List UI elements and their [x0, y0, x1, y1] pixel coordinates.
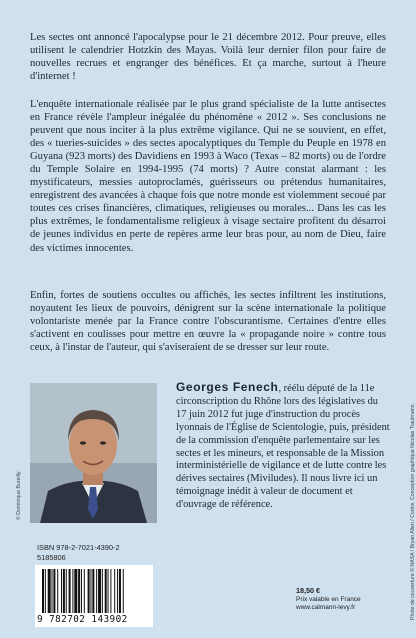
publisher-website: www.calmann-levy.fr — [296, 604, 356, 612]
cover-credit: Photo de couverture © NASA / Bryan Allen / Corbis. Conception graphique Nicolas Trautmann. — [410, 403, 416, 620]
investigation-paragraph: L'enquête internationale réalisée par le plus grand spécialiste de la lutte antisectes en France révèle l'ampleur inégalée du phénomène « 2012 ». Ses conclusions ne peuvent que nous inciter à la plus extrême vigilance. Qui ne se souvient, en effet, des « tueries-suicides » des sectes apocalyptiques du Temple du Peuple en 1978 en Guyana (923 morts) des Davidiens en 1993 à Waco (Texas – 82 morts) ou de l'ordre du Temple Solaire en 1994-1995 (74 morts) ? Autre constat alarmant : les mystificateurs, messies autoproclamés, guérisseurs ou prétendus humanitaires, enregistrent des avancées à chaque fois que notre monde est violemment secoué par toutes ces crises financières, climatiques, religieuses ou morales... Dans les cas les plus extrêmes, le fondamentalisme religieux à visage sectaire profitent du désarroi de jeunes individus en perte de repères arme leur bras pour, au nom de Dieu, faire des victimes innocentes. — [30, 99, 386, 254]
author-bio — [176, 381, 390, 512]
barcode-digits: 9 782702 143902 — [37, 614, 128, 625]
price-note: Prix valable en France — [296, 595, 361, 603]
price-info — [296, 587, 361, 613]
price: 18,50 € — [296, 586, 320, 595]
author-bio-text: , réélu député de la 11e circonscription du Rhône lors des législatives du 17 juin 2012 fut juge d'instruction du procès lyonnais de l'Église de Scientologie, puis, président de la commission d'enquête parlementaire sur les sectes et les mineurs, et responsable de la Mission interministérielle de vigilance et de lutte contre les dérives sectaires (Miviludes). Il nous livre ici un témoignage inédit à valeur de document et d'ouvrage de référence. — [176, 383, 390, 511]
conclusion-paragraph: Enfin, fortes de soutiens occultes ou affichés, les sectes infiltrent les institutions, noyautent les lieux de pouvoirs, dénigrent sur la scène internationale la politique volontariste menée par la France contre l'obscurantisme. Certaines d'entre elles s'activent en coulisses pour mettre en œuvre la « propagande noire » contre tous ceux, à l'instar de l'auteur, qui s'aviseraient de se dresser sur leur route. — [30, 290, 386, 354]
author-name: Georges Fenech — [176, 380, 279, 394]
isbn-info — [37, 543, 120, 562]
photo-credit: © Dominique Bureilly — [16, 471, 22, 520]
product-code: 5185806 — [37, 552, 66, 562]
barcode-icon — [41, 569, 147, 613]
author-portrait-icon — [30, 383, 157, 523]
author-photo — [30, 383, 157, 523]
intro-paragraph: Les sectes ont annoncé l'apocalypse pour le 21 décembre 2012. Pour preuve, elles utilisent le calendrier Hotzkin des Mayas. Voilà leur dernier filon pour faire de nouvelles recrues et engranger des bénéfices. Et ça marche, surtout à l'heure d'internet ! — [30, 32, 386, 83]
isbn-number: ISBN 978-2-7021-4390-2 — [37, 543, 120, 552]
barcode — [35, 565, 153, 627]
